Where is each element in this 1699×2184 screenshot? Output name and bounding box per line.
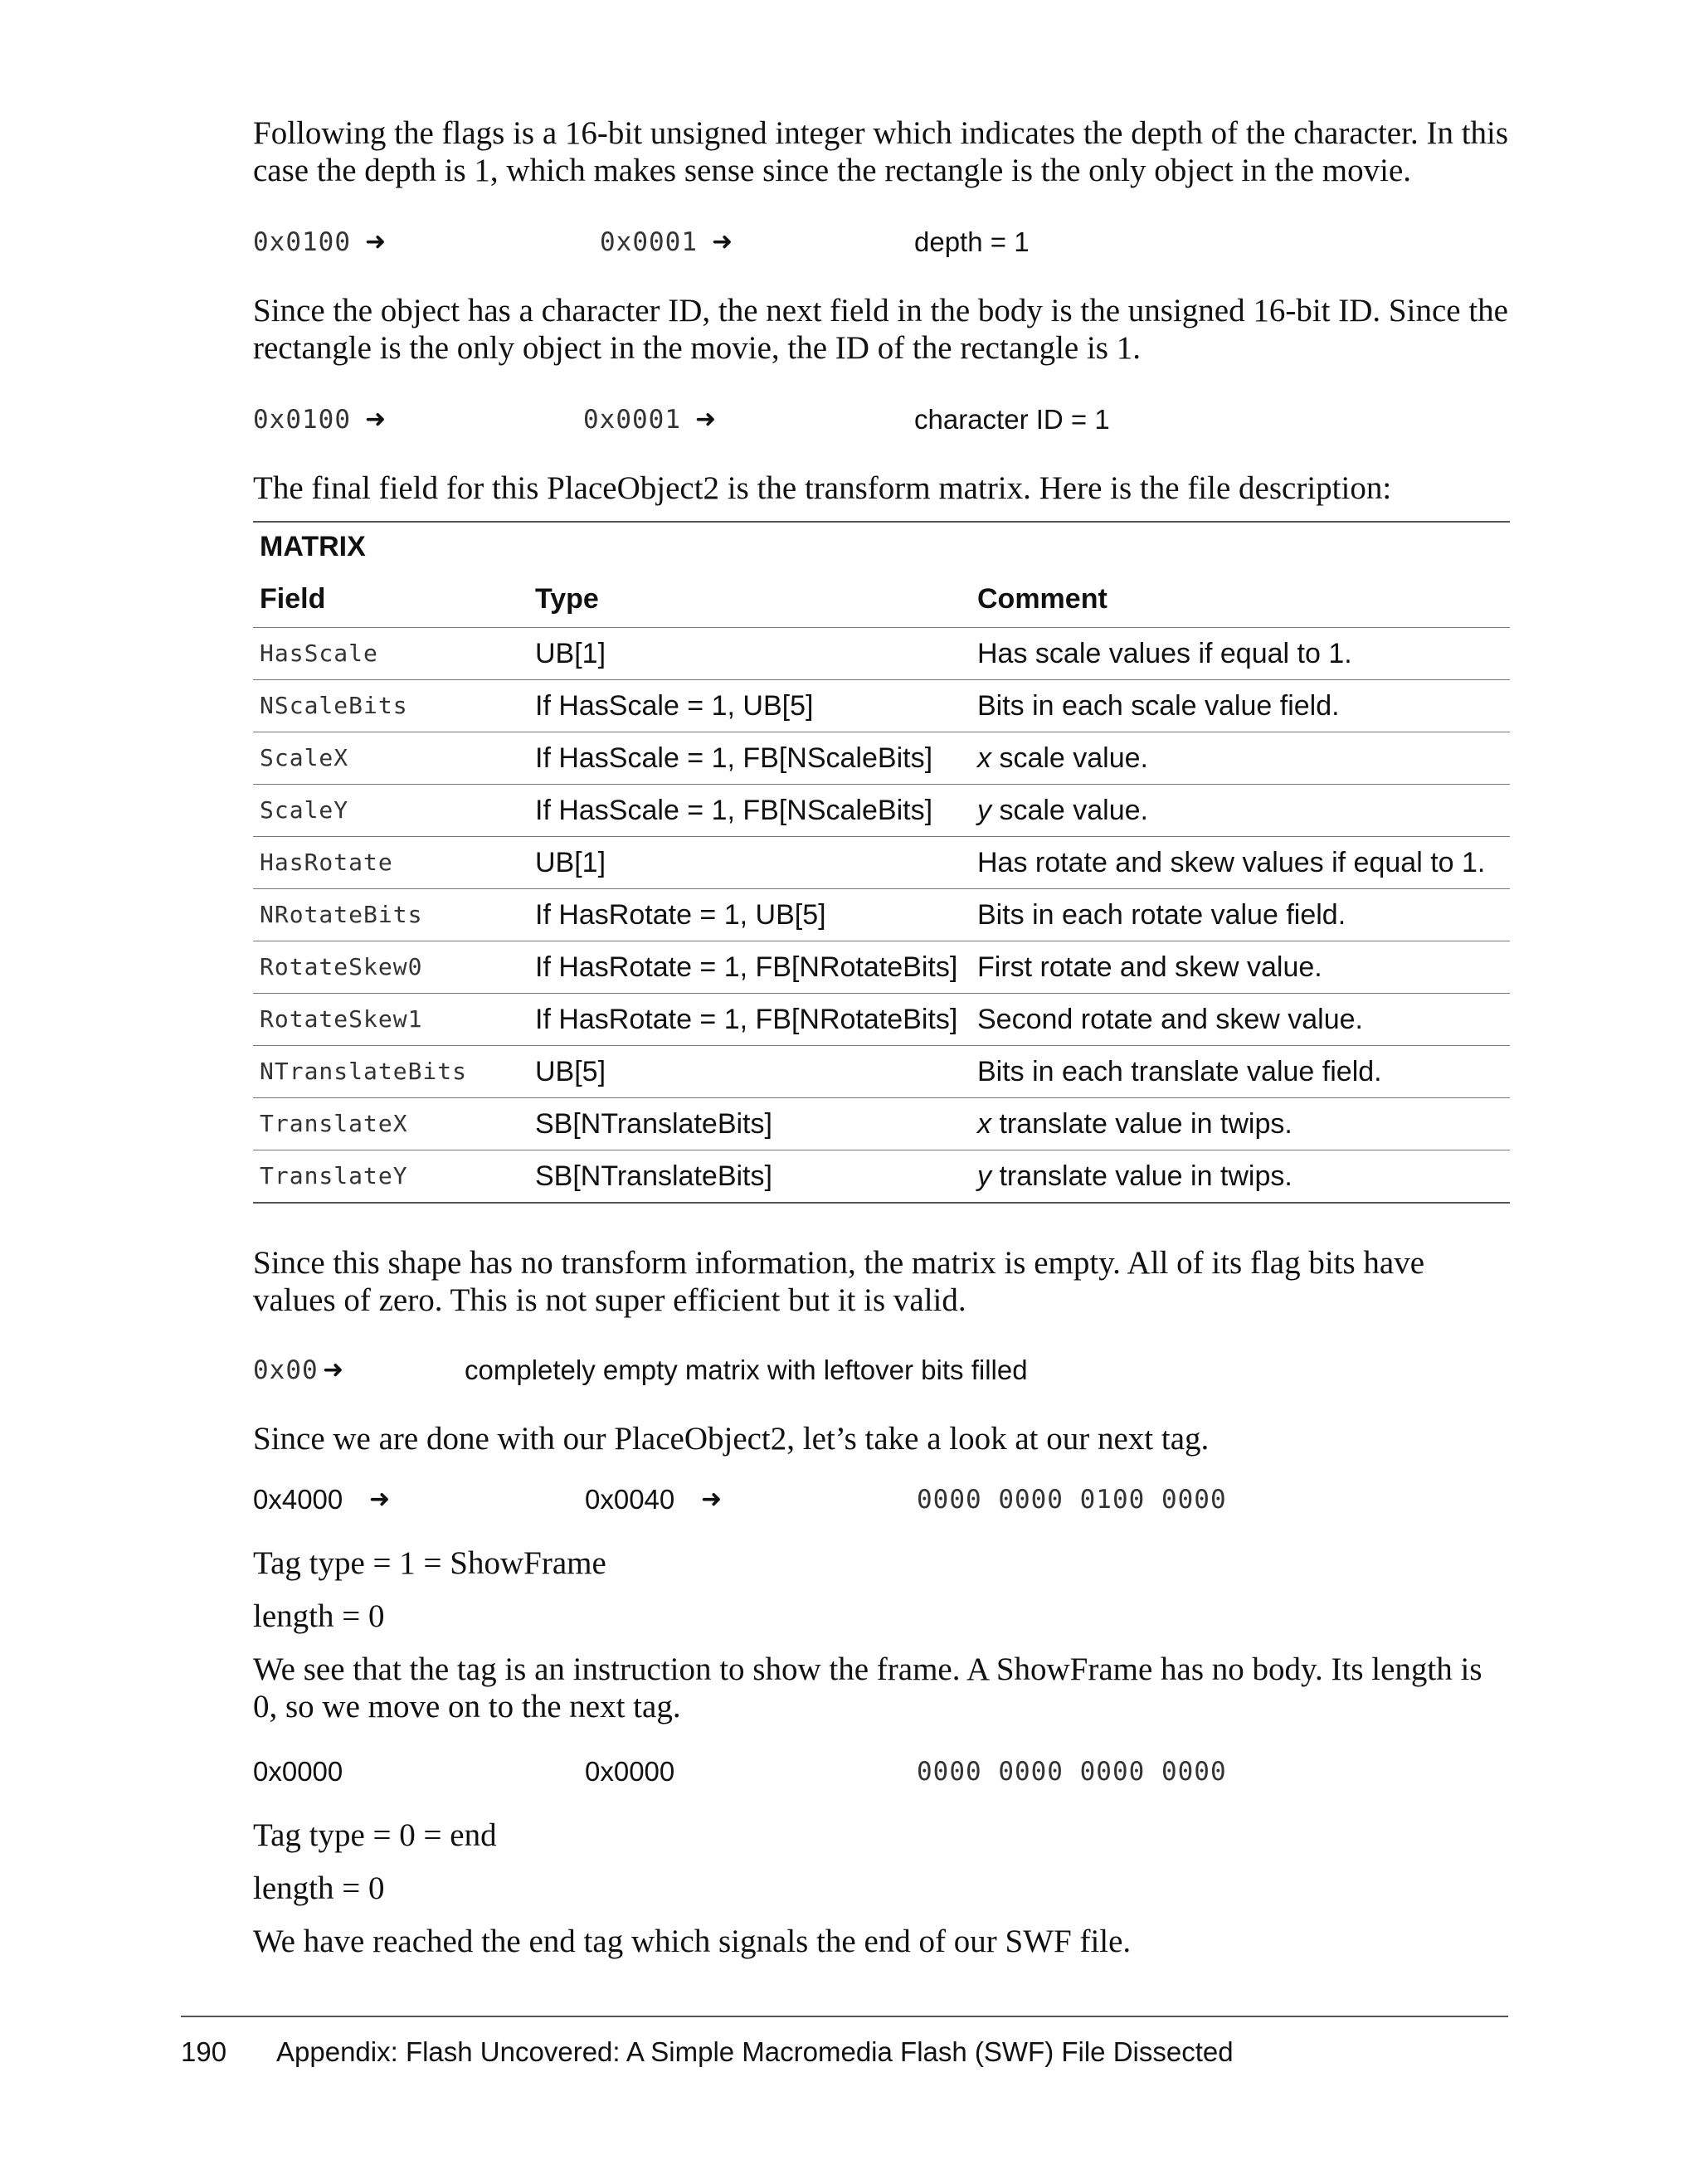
table-row — [253, 837, 1510, 888]
code-result: completely empty matrix with leftover bits filled — [465, 1355, 1028, 1385]
paragraph-character-id: Since the object has a character ID, the next field in the body is the unsigned 16-bit ID. Since the rectangle is the only object in the movie, the ID of the rectangle is 1. — [253, 293, 1508, 366]
code-bits: 0000 0000 0100 0000 — [917, 1485, 1227, 1515]
code-bytes-a: 0x0000 — [253, 1756, 343, 1787]
running-footer-title: Appendix: Flash Uncovered: A Simple Macromedia Flash (SWF) File Dissected — [276, 2036, 1234, 2067]
table-row — [253, 994, 1510, 1045]
table-row — [253, 941, 1510, 993]
header-comment: Comment — [977, 583, 1108, 615]
field-name: ScaleY — [260, 796, 349, 824]
paragraph-depth-intro: Following the flags is a 16-bit unsigned integer which indicates the depth of the character. In this case the depth is 1, which makes sense since the rectangle is the only object in the movie. — [253, 115, 1509, 188]
arrow-icon: ➜ — [695, 405, 717, 434]
field-comment: Bits in each translate value field. — [977, 1056, 1382, 1087]
table-row — [253, 628, 1510, 679]
paragraph-length-end: length = 0 — [253, 1870, 385, 1906]
matrix-table — [253, 521, 1510, 1204]
header-type: Type — [535, 583, 599, 615]
field-name: HasRotate — [260, 849, 393, 876]
comment-variable: y — [977, 1160, 991, 1192]
table-title: MATRIX — [260, 531, 366, 562]
field-name: ScaleX — [260, 744, 349, 771]
paragraph-empty-matrix: Since this shape has no transform information, the matrix is empty. All of its flag bits have values of zero. This is not super efficient but it is valid. — [253, 1245, 1425, 1318]
field-type: SB[NTranslateBits] — [535, 1160, 772, 1192]
field-name: RotateSkew1 — [260, 1005, 423, 1033]
comment-variable: x — [977, 742, 991, 774]
field-comment — [977, 785, 1148, 836]
field-name: NTranslateBits — [260, 1058, 468, 1085]
code-bits: 0000 0000 0000 0000 — [917, 1757, 1227, 1787]
field-type: UB[1] — [535, 638, 606, 669]
field-comment — [977, 1098, 1293, 1150]
field-comment: Second rotate and skew value. — [977, 1004, 1363, 1035]
paragraph-showframe-explanation: We see that the tag is an instruction to show the frame. A ShowFrame has no body. Its length is 0, so we move on to the next tag. — [253, 1651, 1482, 1724]
comment-text: scale value. — [991, 795, 1148, 826]
field-comment: Bits in each rotate value field. — [977, 899, 1346, 931]
footer-divider — [181, 2016, 1508, 2017]
comment-variable: y — [977, 795, 991, 826]
comment-text: translate value in twips. — [991, 1108, 1293, 1140]
comment-text: scale value. — [991, 742, 1148, 774]
table-row — [253, 1150, 1510, 1202]
table-row — [253, 889, 1510, 941]
field-name: NRotateBits — [260, 901, 423, 928]
arrow-icon: ➜ — [365, 405, 387, 434]
field-type: If HasScale = 1, FB[NScaleBits] — [535, 795, 933, 826]
table-row — [253, 785, 1510, 836]
comment-text: translate value in twips. — [991, 1160, 1293, 1192]
code-bytes-b: 0x0001 — [600, 227, 698, 257]
header-field: Field — [260, 583, 326, 615]
page-number: 190 — [181, 2036, 227, 2067]
field-type: If HasRotate = 1, FB[NRotateBits] — [535, 951, 958, 983]
field-comment — [977, 732, 1148, 784]
paragraph-matrix-intro: The final field for this PlaceObject2 is the transform matrix. Here is the file description: — [253, 470, 1392, 506]
field-name: TranslateY — [260, 1162, 408, 1189]
arrow-icon: ➜ — [712, 227, 733, 256]
arrow-icon: ➜ — [701, 1485, 723, 1514]
code-result: character ID = 1 — [914, 404, 1110, 435]
field-comment: Bits in each scale value field. — [977, 690, 1340, 722]
code-bytes-a: 0x4000 — [253, 1484, 343, 1515]
field-name: NScaleBits — [260, 692, 408, 719]
comment-variable: x — [977, 1108, 991, 1140]
table-row — [253, 680, 1510, 732]
field-comment — [977, 1150, 1293, 1202]
paragraph-next-tag: Since we are done with our PlaceObject2, let’s take a look at our next tag. — [253, 1421, 1210, 1457]
code-bytes-b: 0x0000 — [585, 1756, 675, 1787]
paragraph-tag-type-end: Tag type = 0 = end — [253, 1817, 497, 1853]
field-type: If HasScale = 1, UB[5] — [535, 690, 814, 722]
table-row — [253, 1046, 1510, 1097]
code-bytes-a: 0x00 — [253, 1355, 319, 1385]
arrow-icon: ➜ — [369, 1485, 391, 1514]
field-type: If HasScale = 1, FB[NScaleBits] — [535, 742, 933, 774]
arrow-icon: ➜ — [323, 1355, 344, 1384]
field-type: UB[1] — [535, 847, 606, 878]
paragraph-end-of-file: We have reached the end tag which signals the end of our SWF file. — [253, 1924, 1132, 1959]
code-bytes-b: 0x0001 — [583, 405, 681, 435]
code-result: depth = 1 — [914, 226, 1030, 257]
paragraph-tag-type-showframe: Tag type = 1 = ShowFrame — [253, 1545, 606, 1581]
field-type: If HasRotate = 1, UB[5] — [535, 899, 826, 931]
field-name: HasScale — [260, 640, 378, 667]
field-type: If HasRotate = 1, FB[NRotateBits] — [535, 1004, 958, 1035]
arrow-icon: ➜ — [365, 227, 387, 256]
field-comment: Has scale values if equal to 1. — [977, 638, 1352, 669]
code-bytes-a: 0x0100 — [253, 227, 351, 257]
field-type: UB[5] — [535, 1056, 606, 1087]
field-name: RotateSkew0 — [260, 953, 423, 980]
field-comment: Has rotate and skew values if equal to 1. — [977, 847, 1486, 878]
code-bytes-a: 0x0100 — [253, 405, 351, 435]
field-type: SB[NTranslateBits] — [535, 1108, 772, 1140]
table-row — [253, 1098, 1510, 1150]
field-comment: First rotate and skew value. — [977, 951, 1322, 983]
code-bytes-b: 0x0040 — [585, 1484, 675, 1515]
table-row — [253, 732, 1510, 784]
paragraph-length: length = 0 — [253, 1598, 385, 1634]
field-name: TranslateX — [260, 1110, 408, 1137]
table-header-row — [253, 571, 1510, 627]
